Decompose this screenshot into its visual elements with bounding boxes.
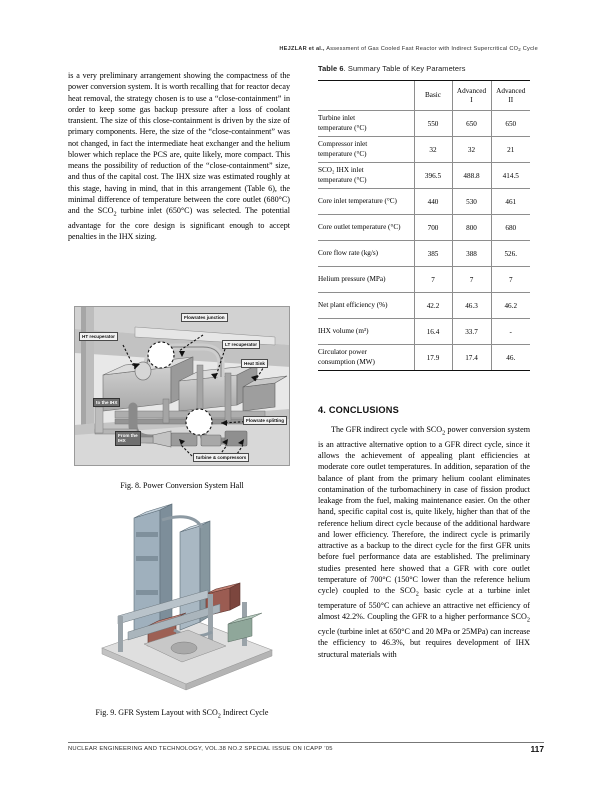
row-9-basic: 17.9: [414, 345, 452, 371]
figure-9-caption-sub: 2: [217, 712, 221, 720]
table-body: [318, 111, 530, 371]
footer-divider: [68, 742, 544, 743]
col-header-advanced-1: [452, 81, 491, 111]
right-column: [318, 64, 530, 660]
row-3-param: Core inlet temperature (°C): [318, 189, 414, 215]
row-1-basic: 32: [414, 137, 452, 163]
row-0-param-line1: Turbine inlet: [318, 114, 356, 123]
page-number: 117: [530, 744, 544, 754]
conclusions-part1: The GFR indirect cycle with SCO: [331, 425, 443, 434]
row-1-param-line2: temperature (°C): [318, 149, 367, 158]
row-4-basic: 700: [414, 215, 452, 241]
col-header-advanced-2-line1: Advanced: [496, 86, 526, 95]
row-1-adv2: 21: [491, 137, 530, 163]
left-paragraph-sub: 2: [113, 210, 117, 218]
row-0-param: [318, 111, 414, 137]
row-2-param-line1: SCO₂ IHX inlet: [318, 166, 364, 175]
row-5-param: Core flow rate (kg/s): [318, 241, 414, 267]
table-row: [318, 189, 530, 215]
row-8-param: IHX volume (m³): [318, 319, 414, 345]
running-head: [279, 46, 538, 52]
table-6-title-text: . Summary Table of Key Parameters: [343, 64, 466, 73]
table-6-label: Table 6: [318, 64, 344, 73]
running-head-subscript: 2: [518, 47, 521, 52]
table-row: [318, 293, 530, 319]
conclusions-heading: 4. CONCLUSIONS: [318, 405, 399, 415]
row-3-adv2: 461: [491, 189, 530, 215]
conclusions-sub-1: 2: [442, 429, 446, 437]
key-parameters-table: [318, 80, 530, 371]
row-0-adv1: 650: [452, 111, 491, 137]
row-2-param: [318, 163, 414, 189]
fig8-label-ht-recuperator: HT recuperator: [79, 332, 118, 341]
row-9-param-line2: consumption (MW): [318, 357, 375, 366]
row-7-param: Net plant efficiency (%): [318, 293, 414, 319]
fig8-label-heat-sink: Heat Sink: [241, 359, 268, 368]
fig8-label-to-the-ihx: to the IHX: [93, 398, 120, 407]
col-header-advanced-2-line2: II: [508, 95, 514, 104]
col-header-blank: [318, 81, 414, 111]
table-row: [318, 215, 530, 241]
table-row: [318, 267, 530, 293]
table-header-row: [318, 81, 530, 111]
left-paragraph-part2: turbine inlet (650°C) was selected. The potential advantage for the core design is significant enough to accept penalties in the IHX sizing.: [68, 206, 290, 242]
fig8-label-from-the-ihx: From the IHX: [115, 431, 141, 446]
figure-9-caption: [64, 708, 300, 720]
conclusions-part4: cycle (turbine inlet at 650°C and 20 MPa or 25MPa) can increase the efficiency to 46.3%, but requires development of IHX structural materials with: [318, 627, 530, 659]
row-0-basic: 550: [414, 111, 452, 137]
row-8-adv2: -: [491, 319, 530, 345]
figure-9-caption-head: Fig. 9. GFR System Layout with SCO: [95, 708, 218, 717]
fig8-label-turbine-compressors: turbine & compressors: [193, 453, 249, 462]
figure-9-image: [88, 498, 276, 696]
table-row: [318, 241, 530, 267]
row-6-basic: 7: [414, 267, 452, 293]
row-1-adv1: 32: [452, 137, 491, 163]
row-2-adv1: 488.8: [452, 163, 491, 189]
row-7-adv2: 46.2: [491, 293, 530, 319]
row-5-adv1: 388: [452, 241, 491, 267]
row-6-adv1: 7: [452, 267, 491, 293]
row-9-adv1: 17.4: [452, 345, 491, 371]
row-7-adv1: 46.3: [452, 293, 491, 319]
figure-8-image: [74, 306, 290, 466]
col-header-advanced-1-line1: Advanced: [456, 86, 487, 95]
row-9-param: [318, 345, 414, 371]
running-head-authors: HEJZLAR et al.,: [279, 46, 325, 52]
row-2-basic: 396.5: [414, 163, 452, 189]
row-3-basic: 440: [414, 189, 452, 215]
col-header-basic: Basic: [414, 81, 452, 111]
running-head-tail: Cycle: [520, 46, 538, 52]
table-row: [318, 345, 530, 371]
row-0-param-line2: temperature (°C): [318, 123, 367, 132]
table-row: [318, 319, 530, 345]
conclusions-part2: power conversion system is an attractive alternative option to a GFR direct cycle, since it allows the achievement of appealing plant efficiencies at moderate core outlet temperatures. In addition, separation of the balance of plant from the primary helium coolant eliminates contamination of the turbomachinery in case of fission product leakage from the fuel, making maintenance easier. On the other hand, specific capital cost is, quite likely, higher than that of the reference helium direct cycle because of the additional hardware and lower efficiency. Therefore, the indirect cycle is primarily attractive as a backup to the direct cycle for the first GFR units before fuel performance data are established. The preliminary studies presented here showed that a GFR with core outlet temperature of 700°C (150°C lower than the reference helium cycle) coupled to the SCO: [318, 425, 531, 596]
footer-journal-line: NUCLEAR ENGINEERING AND TECHNOLOGY, VOL.38 NO.2 SPECIAL ISSUE ON ICAPP ’05: [68, 746, 333, 752]
row-0-adv2: 650: [491, 111, 530, 137]
row-7-basic: 42.2: [414, 293, 452, 319]
figure-8-render: [75, 307, 290, 466]
conclusions-part3: basic cycle at a turbine inlet temperature of 550°C can achieve an attractive net efficiency of almost 42.2%. Coupling the GFR to a higher performance SCO: [318, 586, 530, 622]
row-8-adv1: 33.7: [452, 319, 491, 345]
left-paragraph-part1: is a very preliminary arrangement showing the compactness of the power conversion system. It is worth recalling that for reactor decay heat removal, the strategy chosen is to use a “close-containment” in order to keep some gas backup pressure after a loss of coolant transient. The size of this close-containment is driven by the size of primary components. Here, the size of the “close-containment” was not changed, in fact the intermediate heat exchanger and the helium blower which replace the PCS are, quite likely, more compact. This means the possibility of reduction of the “close-containment” size, and thus of the capital cost. The IHX size was estimated roughly at this stage, having in mind, that in this arrangement (Table 6), the minimal difference of temperature between the core outlet (680°C) and the SCO: [68, 71, 290, 215]
table-row: [318, 163, 530, 189]
fig8-label-flowrate-splitting: Flowrate splitting: [243, 416, 287, 425]
running-head-title: Assessment of Gas Cooled Fast Reactor with Indirect Supercritical CO: [326, 46, 519, 52]
row-4-adv1: 800: [452, 215, 491, 241]
row-2-adv2: 414.5: [491, 163, 530, 189]
row-4-adv2: 680: [491, 215, 530, 241]
left-column-paragraph: [68, 70, 290, 242]
row-5-adv2: 526.: [491, 241, 530, 267]
row-8-basic: 16.4: [414, 319, 452, 345]
col-header-advanced-2: [491, 81, 530, 111]
row-1-param: [318, 137, 414, 163]
row-2-param-line2: temperature (°C): [318, 175, 367, 184]
row-9-adv2: 46.: [491, 345, 530, 371]
row-9-param-line1: Circulator power: [318, 348, 367, 357]
conclusions-paragraph: [318, 424, 530, 660]
fig8-label-lt-recuperator: LT recuperator: [222, 340, 260, 349]
col-header-advanced-1-line2: I: [470, 95, 473, 104]
row-5-basic: 385: [414, 241, 452, 267]
left-column: [68, 70, 290, 242]
row-3-adv1: 530: [452, 189, 491, 215]
row-4-param: Core outlet temperature (°C): [318, 215, 414, 241]
figure-8-caption: Fig. 8. Power Conversion System Hall: [120, 481, 244, 490]
table-6-title: [318, 64, 530, 73]
fig8-label-flowrates-junction: Flowrates junction: [181, 313, 228, 322]
table-header: [318, 81, 530, 111]
row-6-adv2: 7: [491, 267, 530, 293]
table-row: [318, 111, 530, 137]
figure-9-caption-tail: Indirect Cycle: [220, 708, 269, 717]
conclusions-sub-3: 2: [526, 616, 530, 624]
row-1-param-line1: Compressor inlet: [318, 140, 368, 149]
figure-9-render: [88, 498, 276, 696]
row-6-param: Helium pressure (MPa): [318, 267, 414, 293]
conclusions-sub-2: 2: [415, 590, 419, 598]
table-row: [318, 137, 530, 163]
